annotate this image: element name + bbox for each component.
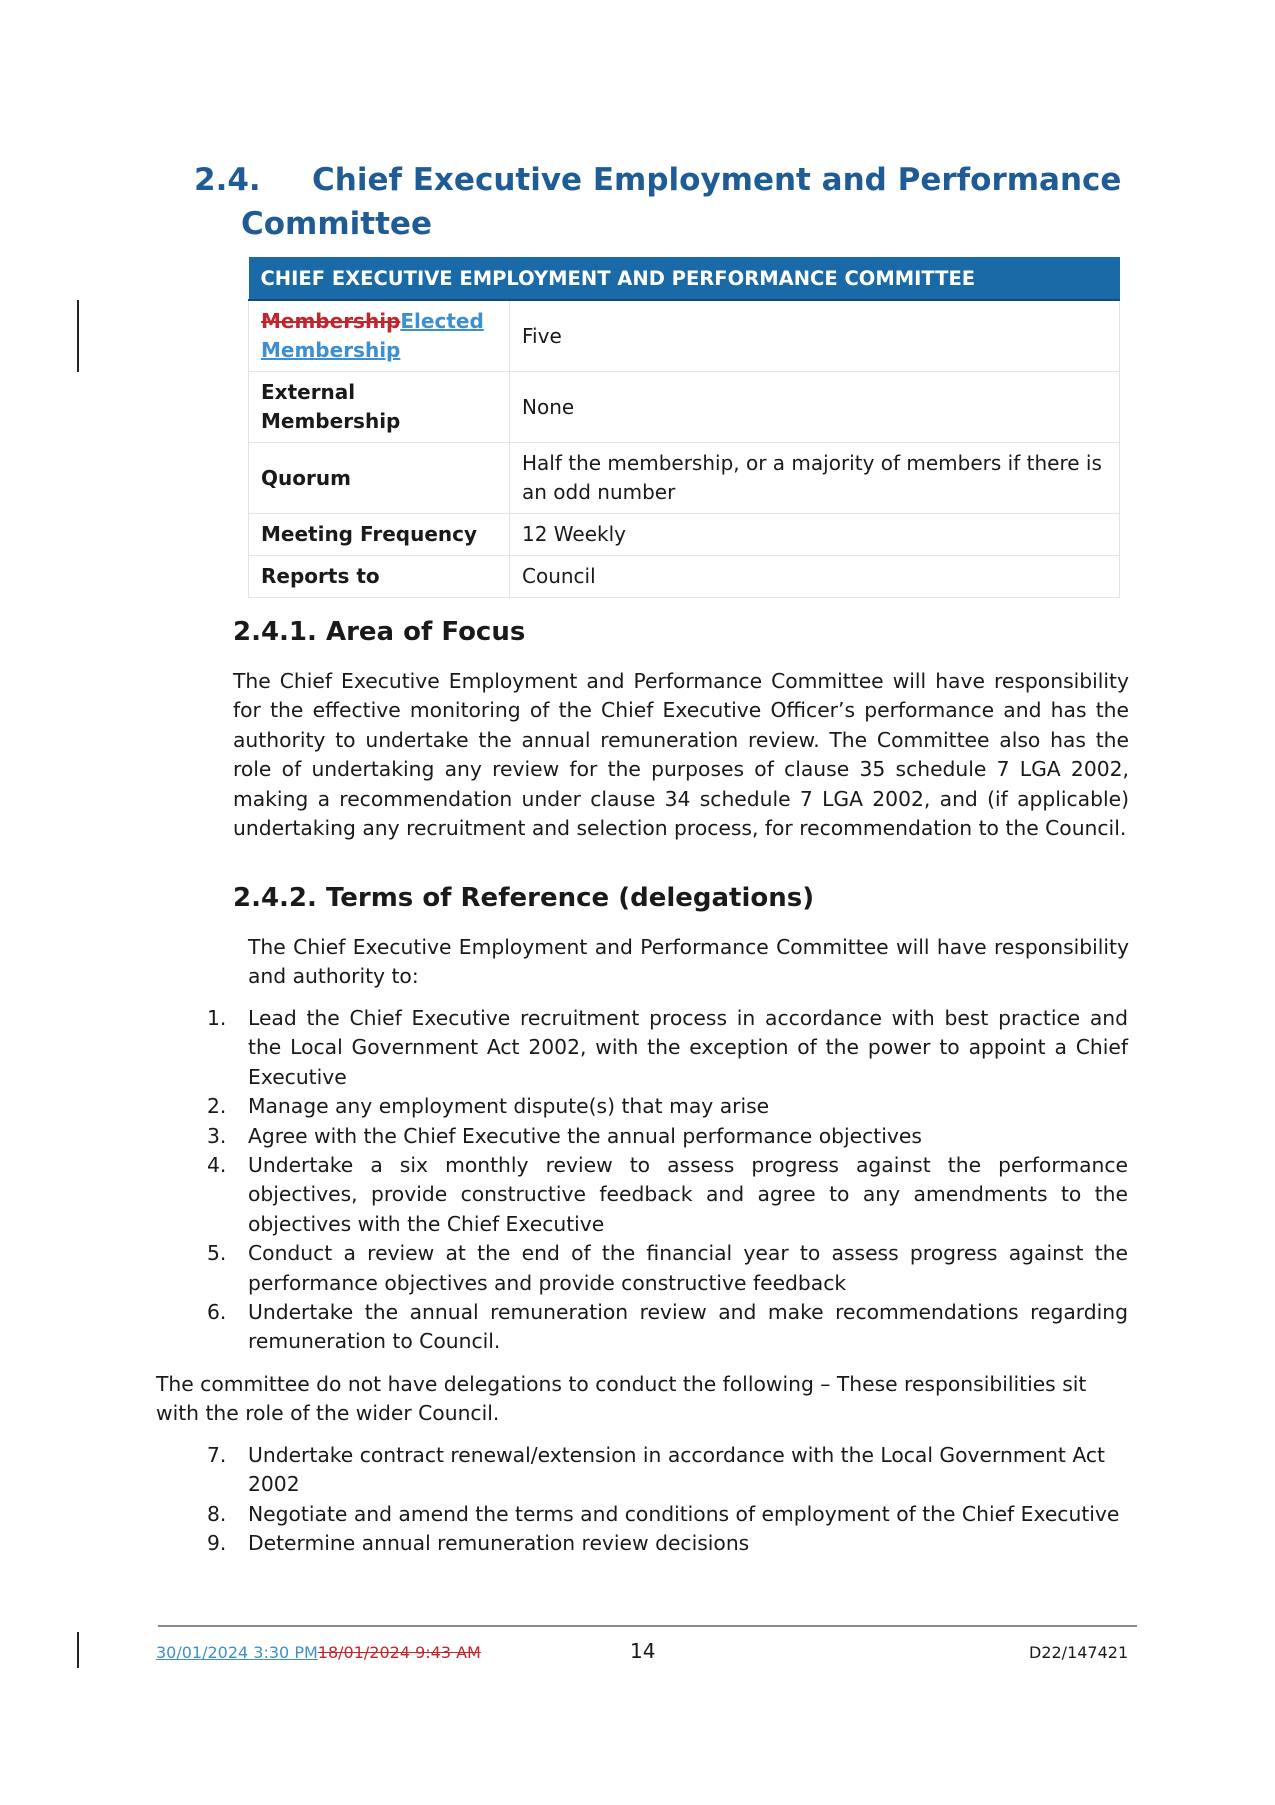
- table-value: Half the membership, or a majority of members if there is an odd number: [510, 443, 1120, 514]
- list-item: 1. Lead the Chief Executive recruitment process in accordance with best practice and the Local Government Act 2002, with the exception of the power to appoint a Chief Executive: [207, 1006, 1128, 1089]
- section-title-line1: Chief Executive Employment and Performance: [312, 162, 1122, 198]
- list-item: 8. Negotiate and amend the terms and conditions of employment of the Chief Executive: [207, 1501, 1120, 1526]
- deleted-text: Membership: [261, 309, 401, 333]
- footer-divider: [158, 1625, 1137, 1627]
- terms-intro: The Chief Executive Employment and Performance Committee will have responsibility and authority to:: [248, 935, 1129, 989]
- inserted-text: Membership: [261, 338, 401, 362]
- footer-date: [156, 1643, 481, 1662]
- change-bar-footer: [77, 1632, 79, 1668]
- table-row: [249, 372, 1120, 443]
- table-value: Council: [510, 556, 1120, 598]
- list-item: 3. Agree with the Chief Executive the annual performance objectives: [207, 1123, 922, 1148]
- change-bar-table: [77, 300, 79, 372]
- table-header: CHIEF EXECUTIVE EMPLOYMENT AND PERFORMANCE COMMITTEE: [249, 257, 1120, 300]
- area-of-focus-heading: 2.4.1. Area of Focus: [233, 617, 526, 647]
- footer-date-deleted: 18/01/2024 9:43 AM: [317, 1643, 481, 1662]
- table-key: Meeting Frequency: [249, 514, 510, 556]
- list-item: 2. Manage any employment dispute(s) that may arise: [207, 1094, 770, 1119]
- list-item: 9. Determine annual remuneration review decisions: [207, 1531, 750, 1556]
- section-heading: [194, 158, 1144, 246]
- list-item: 4. Undertake a six monthly review to assess progress against the performance objectives, provide constructive feedback and agree to any amendments to the objectives with the Chief Executive: [207, 1153, 1128, 1236]
- table-row: [249, 556, 1120, 598]
- list-item: 6. Undertake the annual remuneration review and make recommendations regarding remuneration to Council.: [207, 1300, 1128, 1354]
- table-key: Quorum: [249, 443, 510, 514]
- table-value: None: [510, 372, 1120, 443]
- table-value: 12 Weekly: [510, 514, 1120, 556]
- table-key: External Membership: [249, 372, 510, 443]
- terms-heading: 2.4.2. Terms of Reference (delegations): [233, 883, 815, 913]
- inserted-text: Elected: [400, 309, 484, 333]
- delegations-list: [0, 1004, 1128, 1357]
- table-value: Five: [510, 300, 1120, 372]
- table-key: Reports to: [249, 556, 510, 598]
- no-delegation-text: The committee do not have delegations to conduct the following – These responsibilities sit with the role of the wider Council.: [156, 1372, 1087, 1426]
- list-item: 7. Undertake contract renewal/extension in accordance with the Local Government Act 2002: [207, 1443, 1105, 1497]
- table-row: [249, 300, 1120, 372]
- doc-reference: D22/147421: [1029, 1643, 1129, 1662]
- non-delegated-list: [0, 1441, 1128, 1559]
- table-key-membership: [249, 300, 510, 372]
- section-title-line2: Committee: [241, 206, 432, 242]
- page-number: 14: [630, 1639, 656, 1663]
- committee-table: [248, 257, 1120, 598]
- list-item: 5. Conduct a review at the end of the financial year to assess progress against the performance objectives and provide constructive feedback: [207, 1241, 1128, 1295]
- section-number: 2.4.: [194, 162, 261, 198]
- area-of-focus-text: The Chief Executive Employment and Performance Committee will have responsibility for the effective monitoring of the Chief Executive Officer’s performance and has the authority to undertake the annual remuneration review. The Committee also has the role of undertaking any review for the purposes of clause 35 schedule 7 LGA 2002, making a recommendation under clause 34 schedule 7 LGA 2002, and (if applicable) undertaking any recruitment and selection process, for recommendation to the Council.: [233, 669, 1129, 841]
- footer-date-inserted: 30/01/2024 3:30 PM: [156, 1643, 318, 1662]
- table-row: [249, 514, 1120, 556]
- table-row: [249, 443, 1120, 514]
